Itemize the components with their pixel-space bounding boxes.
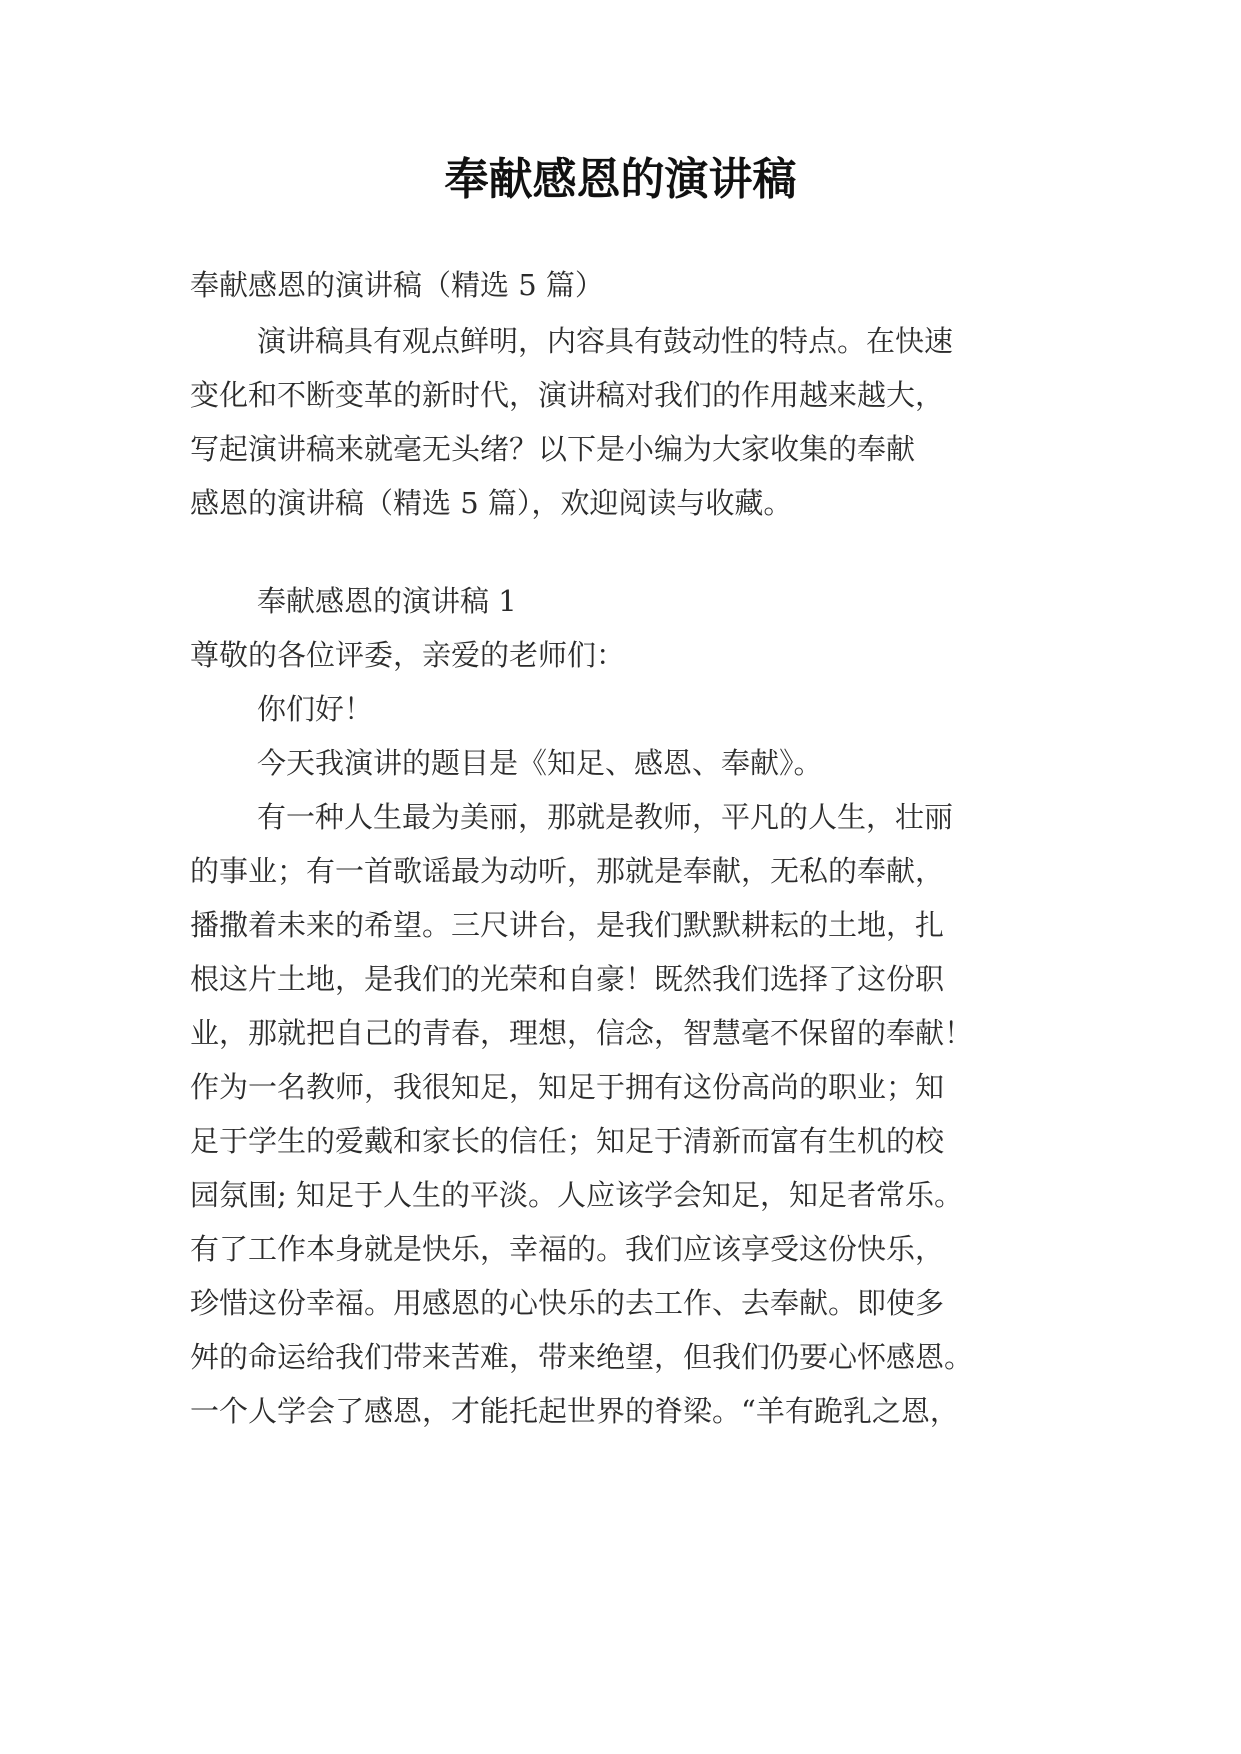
body-paragraph-line: 珍惜这份幸福。用感恩的心快乐的去工作、去奉献。即使多: [190, 1286, 945, 1320]
body-paragraph-line: 有了工作本身就是快乐，幸福的。我们应该享受这份快乐，: [190, 1232, 945, 1266]
body-paragraph-line: 业，那就把自己的青春，理想，信念，智慧毫不保留的奉献！: [190, 1016, 974, 1050]
body-paragraph-line: 根这片土地，是我们的光荣和自豪！既然我们选择了这份职: [190, 962, 945, 996]
body-paragraph-line: 足于学生的爱戴和家长的信任；知足于清新而富有生机的校: [190, 1124, 945, 1158]
body-paragraph-line: 作为一名教师，我很知足，知足于拥有这份高尚的职业；知: [190, 1070, 945, 1104]
salutation-line: 尊敬的各位评委，亲爱的老师们：: [190, 638, 626, 672]
body-paragraph-line: 一个人学会了感恩，才能托起世界的脊梁。“羊有跪乳之恩，: [190, 1394, 959, 1428]
intro-paragraph-line: 写起演讲稿来就毫无头绪？以下是小编为大家收集的奉献: [190, 432, 916, 466]
body-paragraph-line: 园氛围; 知足于人生的平淡。人应该学会知足，知足者常乐。: [190, 1178, 963, 1212]
intro-paragraph-line: 感恩的演讲稿（精选 5 篇），欢迎阅读与收藏。: [190, 486, 793, 520]
intro-paragraph-line: 演讲稿具有观点鲜明，内容具有鼓动性的特点。在快速: [257, 324, 954, 358]
topic-line: 今天我演讲的题目是《知足、感恩、奉献》。: [257, 746, 823, 780]
body-paragraph-line: 播撒着未来的希望。三尺讲台，是我们默默耕耘的土地，扎: [190, 908, 945, 942]
body-paragraph-line: 舛的命运给我们带来苦难，带来绝望，但我们仍要心怀感恩。: [190, 1340, 974, 1374]
subtitle-line: 奉献感恩的演讲稿（精选 5 篇）: [190, 268, 604, 302]
document-title: 奉献感恩的演讲稿: [444, 154, 797, 205]
greeting-line: 你们好！: [257, 692, 374, 726]
intro-paragraph-line: 变化和不断变革的新时代，演讲稿对我们的作用越来越大，: [190, 378, 945, 412]
body-paragraph-line: 有一种人生最为美丽，那就是教师，平凡的人生，壮丽: [257, 800, 954, 834]
body-paragraph-line: 的事业；有一首歌谣最为动听，那就是奉献，无私的奉献，: [190, 854, 945, 888]
section-heading: 奉献感恩的演讲稿 1: [257, 584, 517, 618]
